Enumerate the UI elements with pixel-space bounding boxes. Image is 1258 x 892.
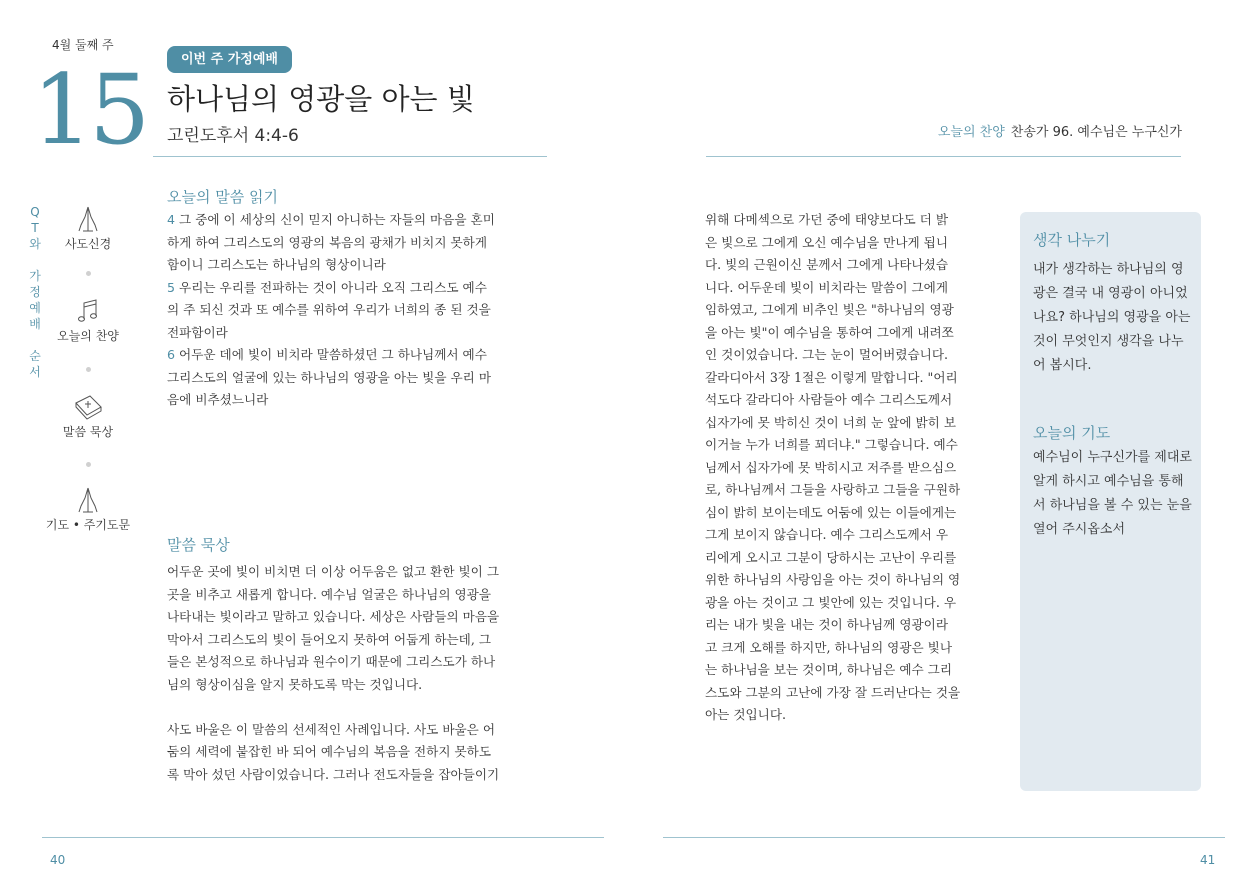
week-label: 4월 둘째 주 — [52, 38, 114, 52]
sidebar-item-creed — [52, 205, 124, 252]
reading-text: 4 그 중에 이 세상의 신이 믿지 아니하는 자들의 마음을 혼미 하게 하여 그리스도의 영광의 복음의 광채가 비치지 못하게 함이니 그리스도는 하나님의 형상이니라 5 우리는 우리를 전파하는 것이 아니라 오직 그리스도 예수 의 주 되신 것과 또 예수를 위하여 우리가 너희의 종 된 것을 전파함이라 6 어두운 데에 빛이 비치라 말씀하셨던 그 하나님께서 예수 그리스도의 얼굴에 있는 하나님의 영광을 아는 빛을 우리 마 음에 비추셨느니라 — [167, 209, 553, 412]
sidebar-dot — [86, 271, 91, 276]
share-text: 내가 생각하는 하나님의 영 광은 결국 내 영광이 아니었 나요? 하나님의 영광을 아는 것이 무엇인지 생각을 나누 어 봅시다. — [1033, 262, 1191, 373]
sidebar-item-label: 오늘의 찬양 — [57, 329, 119, 343]
praying-hands-icon — [75, 205, 101, 233]
share-title: 생각 나누기 — [1033, 231, 1111, 249]
section-badge: 이번 주 가정예배 — [167, 46, 292, 73]
reading-title: 오늘의 말씀 읽기 — [167, 188, 278, 206]
page-number-right: 41 — [1200, 853, 1216, 867]
verse: 4 그 중에 이 세상의 신이 믿지 아니하는 자들의 마음을 혼미 — [167, 212, 495, 227]
music-note-icon — [75, 297, 101, 325]
sidebar-item-meditation — [52, 393, 124, 440]
sidebar-item-label: 말씀 묵상 — [62, 425, 114, 439]
meditation-title: 말씀 묵상 — [167, 536, 230, 554]
meditation-text: 어두운 곳에 빛이 비치면 더 이상 어두움은 없고 환한 빛이 그 곳을 비추고 새롭게 합니다. 예수님 얼굴은 하나님의 영광을 나타내는 빛이라고 말하고 있습니다. 세상은 사람들의 마음을 막아서 그리스도의 빛이 들어오지 못하여 어둡게 하는데, 그 들은 본성적으로 하나님과 원수이기 때문에 그리스도가 하나 님의 형상이심을 알지 못하도록 막는 것입니다. 사도 바울은 이 말씀의 선세적인 사례입니다. 사도 바울은 어 둠의 세력에 붙잡힌 바 되어 예수님의 복음을 전하지 못하도 록 막아 섰던 사람이었습니다. 그러나 전도자들을 잡아들이기 — [167, 564, 500, 782]
footer-divider-right — [663, 837, 1225, 838]
footer-divider-left — [42, 837, 604, 838]
praying-hands-icon — [75, 486, 101, 514]
continued-text: 위해 다메섹으로 가던 중에 태양보다도 더 밝 은 빛으로 그에게 오신 예수님을 만나게 됩니 다. 빛의 근원이신 분께서 그에게 나타나셨습 니다. 어두운데 빛이 비치라는 말씀이 그에게 임하였고, 그에게 비추인 빛은 "하나님의 영광 을 아는 빛"이 예수님을 통하여 그에게 내려쪼 인 것이었습니다. 그는 눈이 멀어버렸습니다. 갈라디아서 3장 1절은 이렇게 말합니다. "어리 석도다 갈라디아 사람들아 예수 그리스도께서 십자가에 못 박히신 것이 너희 눈 앞에 밝히 보 이거늘 누가 너희를 꾀더냐." 그렇습니다. 예수 님께서 십자가에 못 박히시고 저주를 받으심으 로, 하나님께서 그들을 사랑하고 그들을 구원하 심이 밝히 보이는데도 어둠에 있는 이들에게는 그게 보이지 않습니다. 예수 그리스도께서 우 리에게 오시고 그분이 당하시는 고난이 우리를 위한 하나님의 사랑임을 아는 것이 하나님의 영 광을 아는 것이고 그 빛안에 있는 것입니다. 우 리는 내가 빛을 내는 것이 하나님께 영광이라 고 크게 오해를 하지만, 하나님의 영광은 빛나 는 하나님을 보는 것이며, 하나님은 예수 그리 스도와 그분의 고난에 가장 잘 드러난다는 것을 아는 것입니다. — [705, 212, 961, 722]
page-title: 하나님의 영광을 아는 빛 — [167, 82, 475, 116]
sidebar-item-prayer — [40, 486, 136, 533]
verse: 5 우리는 우리를 전파하는 것이 아니라 오직 그리스도 예수 — [167, 279, 487, 295]
sidebar-dot — [86, 367, 91, 372]
scripture-reference: 고린도후서 4:4-6 — [167, 126, 299, 146]
hymn-label: 오늘의 찬양 — [937, 125, 1005, 140]
bible-icon — [73, 393, 103, 421]
sidebar-item-label: 기도 • 주기도문 — [45, 518, 131, 532]
sidebar-item-hymn — [52, 297, 124, 344]
page-number-left: 40 — [50, 853, 66, 867]
prayer-text: 예수님이 누구신가를 제대로 알게 하시고 예수님을 통해 서 하나님을 볼 수 있는 눈을 열어 주시옵소서 — [1033, 450, 1192, 537]
reflection-box — [1020, 212, 1201, 791]
day-number: 15 — [32, 54, 147, 166]
verse: 6 어두운 데에 빛이 비치라 말씀하셨던 그 하나님께서 예수 — [167, 347, 487, 362]
sidebar-dot — [86, 462, 91, 467]
header-divider-left — [153, 156, 547, 157]
sidebar-item-label: 사도신경 — [64, 237, 112, 251]
prayer-title: 오늘의 기도 — [1033, 424, 1111, 442]
today-hymn — [820, 121, 1182, 140]
hymn-text: 찬송가 96. 예수님은 누구신가 — [1010, 125, 1182, 140]
sidebar-vertical-label: Q T 와 가 정 예 배 순 서 — [29, 205, 41, 379]
header-divider-right — [706, 156, 1181, 157]
